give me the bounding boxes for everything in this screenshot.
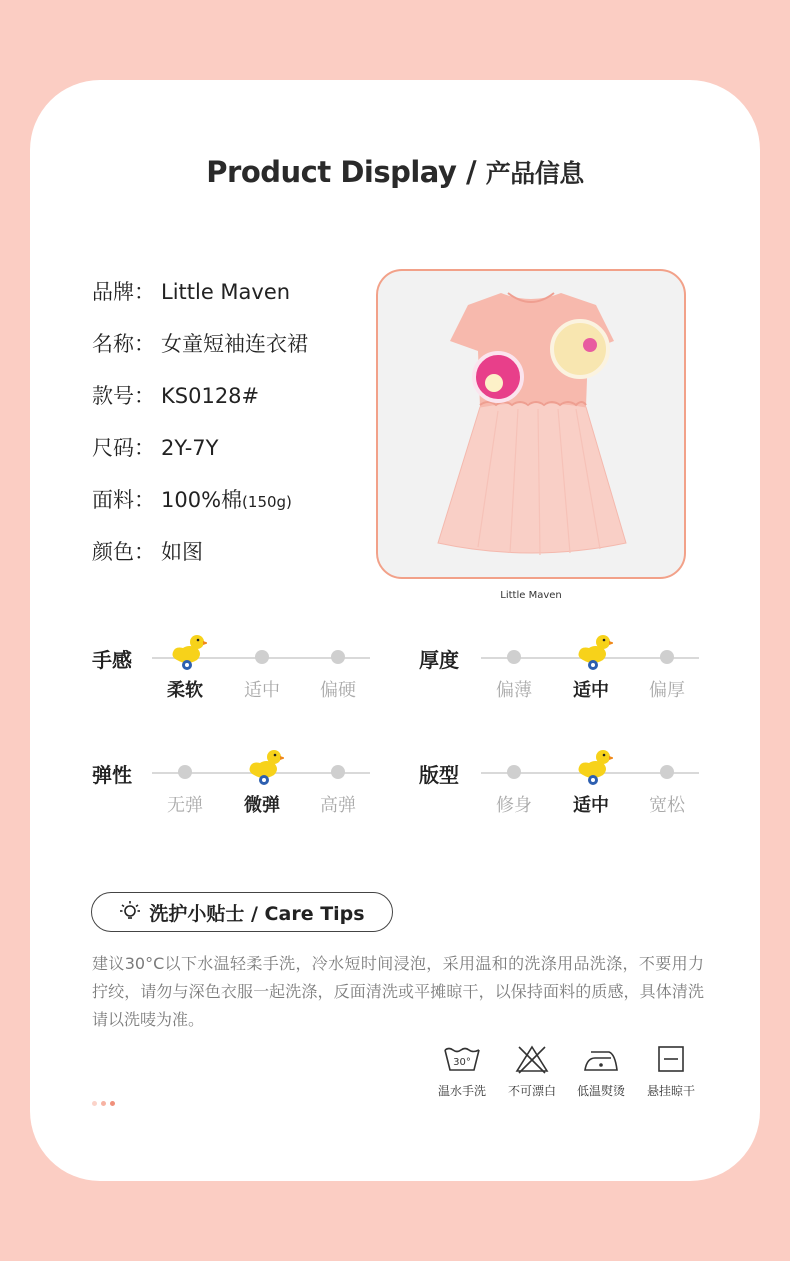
page-title [0,154,790,190]
scale-option-selected: 微弹 [244,795,280,816]
scale-option: 修身 [496,795,532,816]
hang-dry-icon [656,1044,686,1074]
spec-key: 款号： [92,384,155,408]
spec-key: 颜色： [92,540,155,564]
attribute-label: 弹性 [92,763,132,787]
care-tips-title: 洗护小贴士 / Care Tips [149,902,365,925]
indicator-dot [92,1101,97,1106]
scale-option-selected: 柔软 [167,680,203,701]
indicator-dot [101,1101,106,1106]
scale-option-selected: 适中 [573,795,609,816]
title-separator: / [456,155,486,189]
photo-caption: Little Maven [500,590,562,601]
scale-dot [178,765,192,779]
scale-dot [507,765,521,779]
scale-option: 偏厚 [649,680,685,701]
scale-option: 偏薄 [496,680,532,701]
scale-dot [507,650,521,664]
spec-value: 女童短袖连衣裙 [161,332,308,356]
duck-marker-icon [573,632,613,672]
care-item-low-iron [566,1044,636,1099]
spec-brand [92,276,290,306]
spec-key: 尺码： [92,436,155,460]
care-item-hand-wash [427,1044,497,1099]
scale-option-selected: 适中 [573,680,609,701]
care-item-hang-dry [636,1044,706,1099]
spec-color [92,536,203,566]
spec-key: 面料： [92,488,155,512]
spec-size [92,432,218,462]
spec-value: 2Y-7Y [161,436,219,460]
care-label: 温水手洗 [437,1084,486,1098]
attribute-label: 版型 [419,763,459,787]
care-tips-pill [91,892,393,932]
duck-marker-icon [244,747,284,787]
scale-dot [331,650,345,664]
duck-marker-icon [167,632,207,672]
spec-key: 名称： [92,332,155,356]
page-indicator [92,1091,119,1110]
scale-dot [255,650,269,664]
duck-marker-icon [573,747,613,787]
scale-option: 适中 [244,680,280,701]
wash-temperature: 30° [453,1057,471,1068]
spec-value: 100%棉 [161,488,243,512]
spec-note: (150g) [242,493,292,511]
scale-dot [331,765,345,779]
title-en: Product Display [206,155,457,189]
lightbulb-icon [119,899,141,926]
dress-illustration [378,271,684,577]
care-label: 悬挂晾干 [646,1084,695,1098]
spec-value: 如图 [161,540,203,564]
indicator-dot [110,1101,115,1106]
spec-value: Little Maven [161,280,291,304]
scale-dot [660,765,674,779]
low-iron-icon [581,1044,621,1074]
title-cn: 产品信息 [485,159,584,188]
no-bleach-icon [514,1044,550,1074]
care-item-no-bleach [497,1044,567,1099]
product-photo [376,269,686,579]
spec-style-number [92,380,259,410]
scale-option: 无弹 [167,795,203,816]
scale-option: 偏硬 [320,680,356,701]
spec-fabric [92,484,292,514]
spec-name [92,328,308,358]
scale-option: 宽松 [649,795,685,816]
attribute-label: 厚度 [419,648,459,672]
attribute-label: 手感 [92,648,132,672]
scale-option: 高弹 [320,795,356,816]
care-label: 不可漂白 [507,1084,556,1098]
spec-key: 品牌： [92,280,155,304]
care-label: 低温熨烫 [576,1084,625,1098]
care-tips-text: 建议30°C以下水温轻柔手洗，冷水短时间浸泡，采用温和的洗涤用品洗涤，不要用力拧绞，请勿与深色衣服一起洗涤，反面清洗或平摊晾干，以保持面料的质感，具体清洗请以洗唛为准。 [92,954,704,1029]
hand-wash-30-icon [441,1044,483,1074]
spec-value: KS0128# [161,384,260,408]
scale-dot [660,650,674,664]
